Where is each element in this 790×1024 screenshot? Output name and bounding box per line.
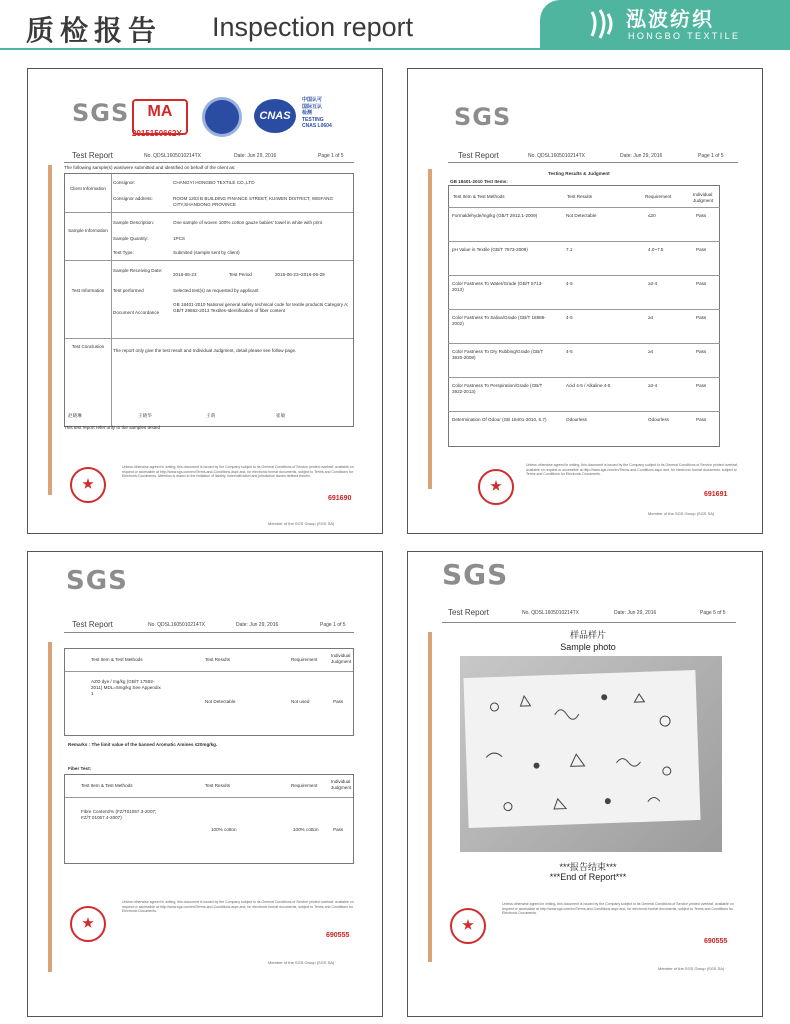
fiber-item: Fibre Content/% (FZ/T01057.3-2007; FZ/T 01057.4-2007) xyxy=(81,809,157,820)
row-divider xyxy=(448,377,720,378)
red-stamp xyxy=(478,469,514,505)
only-samples-note: This test report refer only to the samples tested xyxy=(64,425,161,430)
row-divider xyxy=(448,343,720,344)
row-divider xyxy=(448,275,720,276)
result-item: pH Value in Textile (GB/T 7573-2009) xyxy=(452,247,528,252)
side-strip xyxy=(428,632,432,962)
result-judgment: Pass xyxy=(696,247,707,252)
conclusion-value: The report only give the test result and Individual Judgment, detail please see follow page. xyxy=(113,348,297,353)
label-test: Test Information xyxy=(71,288,105,293)
report-date: Date: Jun 29, 2016 xyxy=(234,153,277,159)
sgs-logo: SGS xyxy=(442,558,509,591)
report-number: No. QDSL1605010214TX xyxy=(522,610,579,616)
result-requirement: Odourless xyxy=(648,417,669,422)
report-number: No. QDSL1605010214TX xyxy=(148,622,205,628)
cma-logo: MA xyxy=(132,99,188,135)
divider xyxy=(442,622,736,623)
result-requirement: ≤20 xyxy=(648,213,656,218)
col-header-judg: Individual Judgment xyxy=(331,653,352,664)
brand-logo xyxy=(540,0,790,48)
col-header-item: Test Item & Test Methods xyxy=(81,783,133,788)
report-page-3 xyxy=(27,551,383,1017)
serial-number: 690555 xyxy=(326,932,350,939)
label-conclusion: Test Conclusion xyxy=(71,344,105,349)
report-page-1 xyxy=(27,68,383,534)
sample-desc-key: Sample Description: xyxy=(113,220,155,225)
brand-name-en: HONGBO TEXTILE xyxy=(628,31,741,41)
result-item: Color Fastness To Water/Grade (GB/T 5713-2013) xyxy=(452,281,543,292)
receiving-value: 2016-06-23 xyxy=(173,272,197,277)
sample-desc-value: One sample of woven 100% cotton gauze babies' towel in white with print xyxy=(173,220,323,225)
test-report-label: Test Report xyxy=(72,151,113,160)
period-value: 2016-06-23~2016-06-29 xyxy=(275,272,325,277)
col-header-req: Requirement xyxy=(291,783,318,788)
result-value: Not Detectable xyxy=(566,213,597,218)
row-divider xyxy=(65,260,353,261)
cnas-logo: CNAS xyxy=(254,99,296,133)
fiber-table xyxy=(64,774,354,864)
col-header-item: Test Item & Test Methods xyxy=(453,194,505,199)
row-divider xyxy=(448,207,720,208)
azo-item: AZO dye / mg/kg (GB/T 17592-2011) MDL=5mg/kg See Appendix 1 xyxy=(91,679,161,696)
signer-2: 王晓华 xyxy=(138,413,152,418)
period-key: Test Period xyxy=(229,272,252,277)
report-number: No. QDSL1605010214TX xyxy=(144,153,201,159)
member-line: Member of the SGS Group (SGS SA) xyxy=(658,966,725,971)
azo-table xyxy=(64,648,354,736)
brand-name-cn: 泓波纺织 xyxy=(626,7,714,31)
result-judgment: Pass xyxy=(696,383,707,388)
page-number: Page 5 of 5 xyxy=(700,610,726,616)
red-stamp xyxy=(450,908,486,944)
fine-print: Unless otherwise agreed in writing, this document is issued by the Company subject to its General Conditions of Service printed overleaf, available on request or accessible at http://www.sgs.com/en/Terms-and-Conditions.aspx and, for electronic format documents, subject to Terms and Conditions for Electronic Documents. xyxy=(502,902,734,916)
fiber-req: 100% cotton xyxy=(293,827,319,832)
result-requirement: 4.0~7.5 xyxy=(648,247,664,252)
member-line: Member of the SGS Group (SGS SA) xyxy=(268,960,335,965)
col-header-req: Requirement xyxy=(645,194,672,199)
page-number: Page 1 of 5 xyxy=(698,153,724,159)
label-sample: Sample Information xyxy=(68,228,108,233)
fiber-result: 100% cotton xyxy=(211,827,237,832)
row-divider xyxy=(65,671,353,672)
cnas-line: 中国认可 xyxy=(302,97,323,103)
result-judgment: Pass xyxy=(696,281,707,286)
page-number: Page 1 of 5 xyxy=(318,153,344,159)
fine-print: Unless otherwise agreed in writing, this document is issued by the Company subject to its General Conditions of Service printed overleaf, available on request or accessible at http://www.sgs.com/en/Terms-and-Conditions.aspx and, for electronic format documents, subject to Terms and Conditions for Electronic Documents. Attention is drawn to the limitation of liability, indemnification and jurisdiction issues defined therein. xyxy=(122,465,354,479)
page-number: Page 1 of 5 xyxy=(320,622,346,628)
divider xyxy=(64,632,354,633)
test-report-label: Test Report xyxy=(72,620,113,629)
cnas-line: 检测 xyxy=(302,110,313,116)
label-client: Client Information xyxy=(69,186,106,191)
accordance-value: GB 18401-2010 National general safety technical code for textile products Category A; GB/T 29862-2013 Textiles-Identification of fiber content xyxy=(173,302,349,313)
col-header-req: Requirement xyxy=(291,657,318,662)
result-value: 4-5 xyxy=(566,315,573,320)
col-header-result: Test Results xyxy=(205,783,231,788)
row-divider xyxy=(65,797,353,798)
report-page-2 xyxy=(407,68,763,534)
row-divider xyxy=(448,241,720,242)
photo-title-en: Sample photo xyxy=(560,642,616,652)
iaf-logo xyxy=(202,97,242,137)
page-header xyxy=(0,0,790,50)
serial-number: 691690 xyxy=(328,495,352,502)
result-item: Color Fastness To Saliva/Grade (GB/T 18886-2002) xyxy=(452,315,546,326)
sgs-logo: SGS xyxy=(454,103,512,131)
result-judgment: Pass xyxy=(696,349,707,354)
azo-judg: Pass xyxy=(333,699,344,704)
quantity-value: 1PCS xyxy=(173,236,186,241)
result-item: Color Fastness To Dry Rubbing/Grade (GB/T 3920-2008) xyxy=(452,349,544,360)
sgs-logo: SGS xyxy=(66,566,128,596)
col-header-result: Test Results xyxy=(205,657,231,662)
photo-title-cn: 样品样片 xyxy=(569,630,606,640)
report-page-4 xyxy=(407,551,763,1017)
signer-3: 王萌 xyxy=(206,413,216,418)
col-header-item: Test Item & Test Methods xyxy=(91,657,143,662)
result-item: Determination Of Odour (GB 18401-2010, 6.7) xyxy=(452,417,547,422)
side-strip xyxy=(48,165,52,495)
row-divider xyxy=(448,411,720,412)
side-strip xyxy=(48,642,52,972)
address-value: ROOM 1203 B BUILDING FINANCE STREET, KUIWEN DISTRICT, WEIFANG CITY,SHANDONG PROVINCE xyxy=(173,196,334,207)
cnas-text xyxy=(302,97,332,130)
row-divider xyxy=(65,212,353,213)
brand-mark-icon xyxy=(588,8,618,40)
azo-req: Not used xyxy=(291,699,310,704)
result-requirement: ≥3-4 xyxy=(648,281,658,286)
cloth xyxy=(463,670,700,828)
end-title-cn: ***报告结束*** xyxy=(559,862,617,872)
results-subtitle: GB 18401-2010 Test Items: xyxy=(450,179,508,184)
col-header-result: Test Results xyxy=(567,194,593,199)
signer-1: 赵晓琳 xyxy=(68,413,82,418)
red-stamp xyxy=(70,906,106,942)
serial-number: 691691 xyxy=(704,491,728,498)
test-type-value: Submited (sample sent by client) xyxy=(173,250,240,255)
row-divider xyxy=(448,309,720,310)
azo-remarks: Remarks : The limit value of the banned Aromatic Amines ≤20mg/kg. xyxy=(68,742,218,747)
cnas-line: 国际互认 xyxy=(302,103,323,110)
result-judgment: Pass xyxy=(696,315,707,320)
sample-photo xyxy=(460,656,722,852)
intro-text: The following sample(s) was/were submitted and identified on behalf of the client as: xyxy=(64,165,236,170)
column-divider xyxy=(111,174,112,426)
report-date: Date: Jun 29, 2016 xyxy=(620,153,663,159)
cnas-line: TESTING xyxy=(302,116,324,123)
quantity-key: Sample Quantity: xyxy=(113,236,149,241)
report-date: Date: Jun 29, 2016 xyxy=(236,622,279,628)
test-report-label: Test Report xyxy=(448,608,489,617)
fine-print: Unless otherwise agreed in writing, this document is issued by the Company subject to its General Conditions of Service printed overleaf, available on request or accessible at http://www.sgs.com/en/Terms-and-Conditions.aspx and, for electronic format documents, subject to Terms and Conditions for Electronic Documents. xyxy=(122,900,354,914)
result-requirement: ≥4 xyxy=(648,315,654,320)
row-divider xyxy=(65,338,353,339)
report-date: Date: Jun 29, 2016 xyxy=(614,610,657,616)
result-judgment: Pass xyxy=(696,417,707,422)
side-strip xyxy=(428,169,432,489)
result-value: Acid 4-5 / Alkaline 4-5 xyxy=(566,383,611,388)
fiber-title: Fiber Test: xyxy=(68,766,92,771)
title-cn: 质检报告 xyxy=(26,14,163,47)
accordance-key: Document Accordance xyxy=(113,310,160,315)
result-value: Odourless xyxy=(566,417,587,422)
divider xyxy=(64,162,354,163)
consignor-key: Consignor: xyxy=(113,180,136,185)
test-type-key: Test Type: xyxy=(113,250,134,255)
consignor-value: CHANGYI HONGBO TEXTILE CO.,LTD xyxy=(173,180,255,185)
member-line: Member of the SGS Group (SGS SA) xyxy=(268,521,335,526)
serial-number: 690555 xyxy=(704,938,728,945)
info-table xyxy=(64,173,354,427)
print-pattern xyxy=(463,670,700,828)
fine-print: Unless otherwise agreed in writing, this document is issued by the Company subject to its General Conditions of Service printed overleaf, available on request or accessible at http://www.sgs.com/en/Terms-and-Conditions.aspx and, for electronic format documents, subject to Terms and Conditions for Electronic Documents. xyxy=(526,463,739,477)
performed-key: Test performed xyxy=(113,288,144,293)
azo-result: Not Detectable xyxy=(205,699,236,704)
result-value: 4-5 xyxy=(566,349,573,354)
cma-number: 2015150662Y xyxy=(132,129,182,138)
col-header-judg: Individual Judgment xyxy=(693,192,714,203)
member-line: Member of the SGS Group (SGS SA) xyxy=(648,511,715,516)
divider xyxy=(448,162,738,163)
receiving-key: Sample Receiving Date: xyxy=(113,268,163,273)
result-value: 4-5 xyxy=(566,281,573,286)
result-requirement: ≥3-4 xyxy=(648,383,658,388)
fiber-judg: Pass xyxy=(333,827,344,832)
sgs-logo: SGS xyxy=(72,99,130,127)
end-title-en: ***End of Report*** xyxy=(549,872,627,882)
result-judgment: Pass xyxy=(696,213,707,218)
report-number: No. QDSL1605010214TX xyxy=(528,153,585,159)
result-value: 7.1 xyxy=(566,247,573,252)
cnas-line: CNAS L0604 xyxy=(302,123,332,129)
red-stamp xyxy=(70,467,106,503)
result-requirement: ≥4 xyxy=(648,349,654,354)
signer-4: 崔敏 xyxy=(276,413,286,418)
result-item: Color Fastness To Perspiration/Grade (GB/T 3922-2013) xyxy=(452,383,543,394)
address-key: Consignor address: xyxy=(113,196,153,201)
result-item: Formaldehyde/mg/kg (GB/T 2912.1-2009) xyxy=(452,213,538,218)
title-en: Inspection report xyxy=(212,12,414,42)
test-report-label: Test Report xyxy=(458,151,499,160)
performed-value: Selected test(s) as requested by applicant xyxy=(173,288,259,293)
results-title: Testing Results & Judgment xyxy=(548,171,610,176)
col-header-judg: Individual Judgment xyxy=(331,779,352,790)
